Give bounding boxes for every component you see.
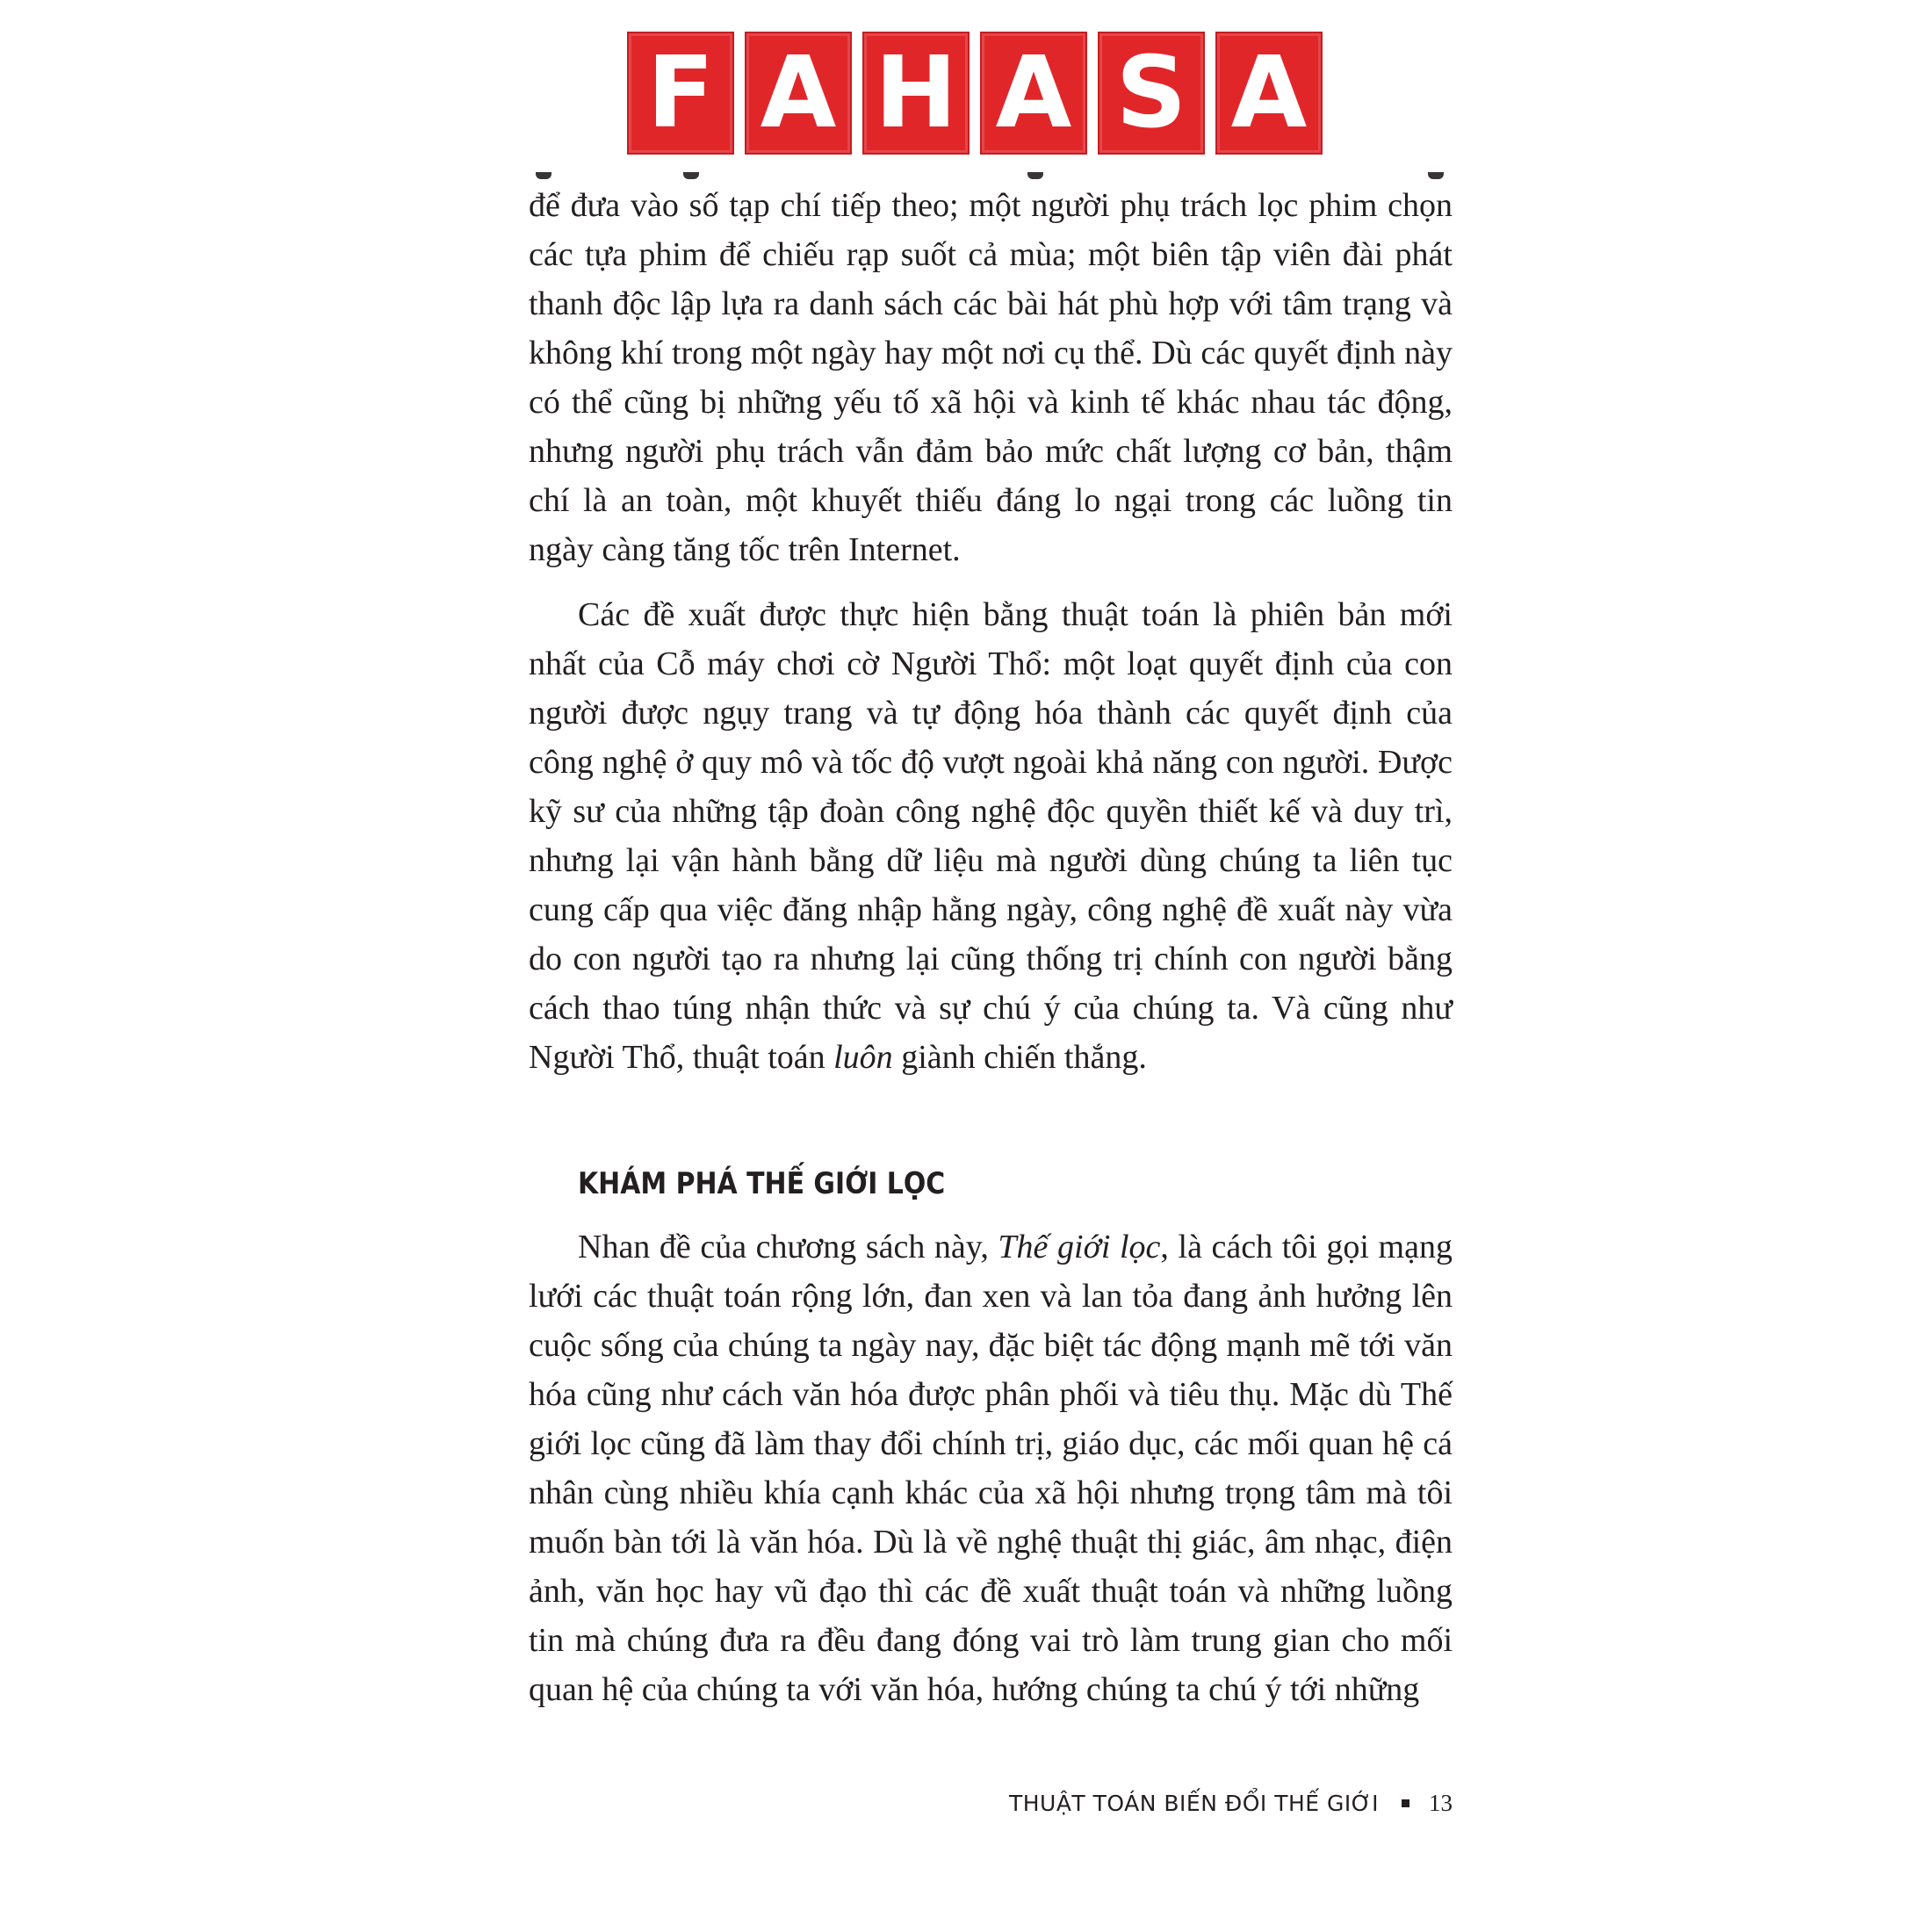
paragraph-1: để đưa vào số tạp chí tiếp theo; một người phụ trách lọc phim chọn các tựa phim để chiếu rạp suốt cả mùa; một biên tập viên đài phát thanh độc lập lựa ra danh sách các bài hát phù hợp với tâm trạng và không khí trong một ngày hay một nơi cụ thể. Dù các quyết định này có thể cũng bị những yếu tố xã hội và kinh tế khác nhau tác động, nhưng người phụ trách vẫn đảm bảo mức chất lượng cơ bản, thậm chí là an toàn, một khuyết thiếu đáng lo ngại trong các luồng tin ngày càng tăng tốc trên Internet. — [529, 187, 1453, 568]
logo-letter: S — [1098, 32, 1205, 155]
book-page-text — [529, 181, 1453, 1714]
paragraph-3 — [529, 1222, 1453, 1714]
paragraph-2-end: giành chiến thắng. — [892, 1039, 1147, 1076]
logo-letter: A — [980, 32, 1087, 155]
page-number: 13 — [1429, 1790, 1453, 1816]
logo-letter: A — [1215, 32, 1323, 155]
paragraph-2 — [529, 590, 1453, 1082]
paragraph-3-italic: Thế giới lọc — [998, 1229, 1161, 1265]
paragraph-2-italic: luôn — [833, 1039, 893, 1076]
paragraph-2-text: Các đề xuất được thực hiện bằng thuật toán là phiên bản mới nhất của Cỗ máy chơi cờ Người Thổ: một loạt quyết định của con người được ngụy trang và tự động hóa thành các quyết định của công nghệ ở quy mô và tốc độ vượt ngoài khả năng con người. Được kỹ sư của những tập đoàn công nghệ độc quyền thiết kế và duy trì, nhưng lại vận hành bằng dữ liệu mà người dùng chúng ta liên tục cung cấp qua việc đăng nhập hằng ngày, công nghệ đề xuất này vừa do con người tạo ra nhưng lại cũng thống trị chính con người bằng cách thao túng nhận thức và sự chú ý của chúng ta. Và cũng như Người Thổ, thuật toán — [529, 596, 1453, 1076]
logo-letter: A — [745, 32, 852, 155]
fahasa-logo — [627, 32, 1323, 158]
running-title: THUẬT TOÁN BIẾN ĐỔI THẾ GIỚI — [1008, 1791, 1379, 1816]
square-bullet-icon — [1402, 1799, 1409, 1807]
paragraph-3-text: Nhan đề của chương sách này, — [578, 1229, 998, 1265]
logo-letter: F — [627, 32, 734, 155]
paragraph-3-end: , là cách tôi gọi mạng lưới các thuật toán rộng lớn, đan xen và lan tỏa đang ảnh hưởng lên cuộc sống của chúng ta ngày nay, đặc biệt tác động mạnh mẽ tới văn hóa cũng như cách văn hóa được phân phối và tiêu thụ. Mặc dù Thế giới lọc cũng đã làm thay đổi chính trị, giáo dục, các mối quan hệ cá nhân cùng nhiều khía cạnh khác của xã hội nhưng trọng tâm mà tôi muốn bàn tới là văn hóa. Dù là về nghệ thuật thị giác, âm nhạc, điện ảnh, văn học hay vũ đạo thì các đề xuất thuật toán và những luồng tin mà chúng đưa ra đều đang đóng vai trò làm trung gian cho mối quan hệ của chúng ta với văn hóa, hướng chúng ta chú ý tới những — [529, 1229, 1453, 1708]
logo-letter: H — [862, 32, 970, 155]
page-footer — [529, 1790, 1453, 1817]
section-heading: KHÁM PHÁ THẾ GIỚI LỌC — [578, 1166, 946, 1201]
